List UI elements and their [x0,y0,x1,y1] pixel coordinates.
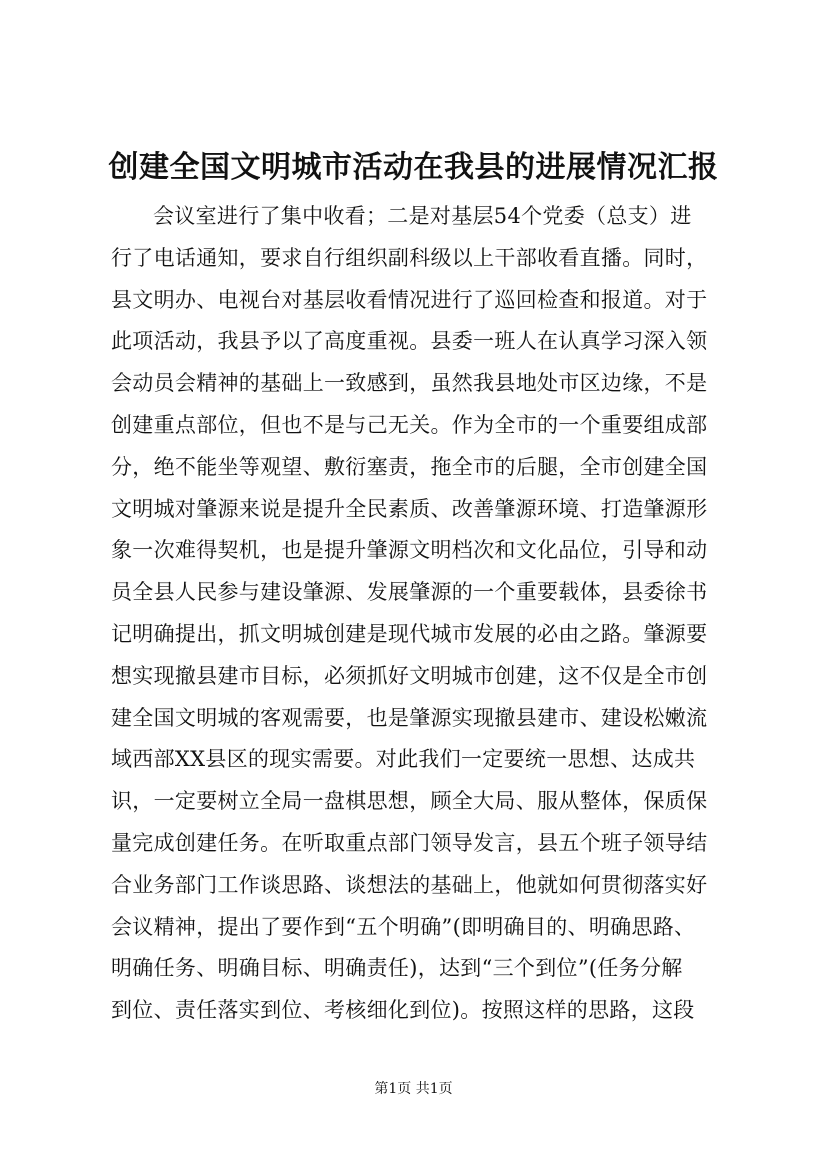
body-line: 创建重点部位，但也不是与己无关。作为全市的一个重要组成部 [111,412,708,437]
page-number-footer: 第1页 共1页 [374,1081,453,1097]
body-line: 合业务部门工作谈思路、谈想法的基础上，他就如何贯彻落实好 [111,872,708,897]
body-line: 量完成创建任务。在听取重点部门领导发言，县五个班子领导结 [111,830,708,855]
body-line: 想实现撤县建市目标，必须抓好文明城市创建，这不仅是全市创 [111,663,708,688]
body-line: 分，绝不能坐等观望、敷衍塞责，拖全市的后腿，全市创建全国 [111,454,708,479]
body-line: 到位、责任落实到位、考核细化到位)。按照这样的思路，这段 [111,998,695,1023]
body-line: 建全国文明城的客观需要，也是肇源实现撤县建市、建设松嫩流 [111,705,708,730]
body-line: 明确任务、明确目标、明确责任)，达到“三个到位”(任务分解 [111,956,683,981]
body-line: 识，一定要树立全局一盘棋思想，顾全大局、服从整体，保质保 [111,789,708,814]
body-line: 域西部XX县区的现实需要。对此我们一定要统一思想、达成共 [111,747,696,772]
document-title: 创建全国文明城市活动在我县的进展情况汇报 [108,150,719,185]
body-line: 会动员会精神的基础上一致感到，虽然我县地处市区边缘，不是 [111,371,708,396]
body-line: 此项活动，我县予以了高度重视。县委一班人在认真学习深入领 [111,329,708,354]
body-line: 象一次难得契机，也是提升肇源文明档次和文化品位，引导和动 [111,538,708,563]
document-body [111,196,741,1032]
body-line: 县文明办、电视台对基层收看情况进行了巡回检查和报道。对于 [111,287,708,312]
body-line: 文明城对肇源来说是提升全民素质、改善肇源环境、打造肇源形 [111,496,708,521]
body-line: 记明确提出，抓文明城创建是现代城市发展的必由之路。肇源要 [111,621,708,646]
body-line: 行了电话通知，要求自行组织副科级以上干部收看直播。同时， [111,245,708,270]
body-line: 会议室进行了集中收看；二是对基层54个党委（总支）进 [153,204,692,228]
body-line: 员全县人民参与建设肇源、发展肇源的一个重要载体，县委徐书 [111,580,708,605]
body-line: 会议精神，提出了要作到“五个明确”(即明确目的、明确思路、 [111,914,696,939]
